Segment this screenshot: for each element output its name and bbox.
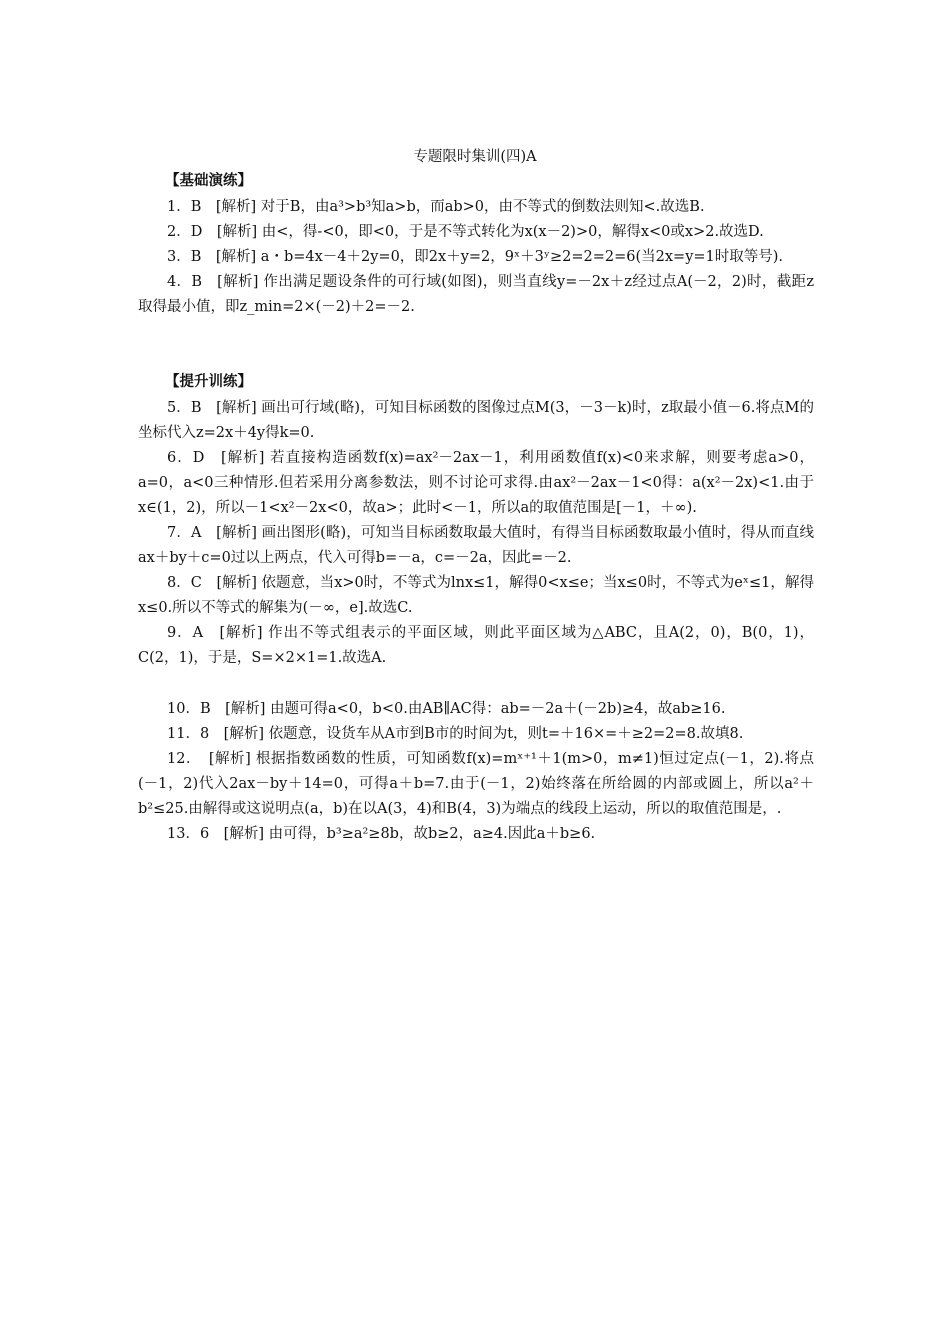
solution-item: 11．8 [解析] 依题意，设货车从A市到B市的时间为t，则t=＋16×=＋≥2=2=8.故填8. bbox=[167, 726, 744, 742]
solution-item: 2．D [解析] 由<，得-<0，即<0，于是不等式转化为x(x－2)>0，解得x<0或x>2.故选D. bbox=[167, 224, 764, 240]
section-heading-basic: 【基础演练】 bbox=[165, 172, 252, 189]
section-fill-body bbox=[138, 697, 814, 847]
document-title: 专题限时集训(四)A bbox=[413, 149, 537, 165]
section-advanced-body bbox=[138, 396, 814, 671]
solution-item: 9．A [解析] 作出不等式组表示的平面区域，则此平面区域为△ABC，且A(2，0)，B(0，1)，C(2，1)，于是，S=×2×1=1.故选A. bbox=[138, 625, 814, 666]
solution-item: 1．B [解析] 对于B，由a³>b³知a>b，而ab>0，由不等式的倒数法则知<.故选B. bbox=[167, 199, 705, 215]
solution-item: 12． [解析] 根据指数函数的性质，可知函数f(x)=mˣ⁺¹＋1(m>0，m≠1)恒过定点(－1，2).将点(－1，2)代入2ax－by＋14=0，可得a＋b=7.由于(－1，2)始终落在所给圆的内部或圆上，所以a²＋b²≤25.由解得或这说明点(a，b)在以A(3，4)和B(4，3)为端点的线段上运动，所以的取值范围是，. bbox=[138, 751, 814, 817]
solution-item: 4．B [解析] 作出满足题设条件的可行域(如图)，则当直线y=－2x＋z经过点A(－2，2)时，截距z取得最小值，即z_min=2×(－2)＋2=－2. bbox=[138, 274, 814, 315]
solution-item: 10．B [解析] 由题可得a<0，b<0.由AB∥AC得：ab=－2a＋(－2b)≥4，故ab≥16. bbox=[167, 701, 726, 717]
solution-item: 3．B [解析] a・b=4x－4＋2y=0，即2x＋y=2，9ˣ＋3ʸ≥2=2=2=6(当2x=y=1时取等号). bbox=[167, 249, 784, 265]
section-basic-body bbox=[138, 195, 814, 320]
solution-item: 8．C [解析] 依题意，当x>0时，不等式为lnx≤1，解得0<x≤e；当x≤0时，不等式为eˣ≤1，解得x≤0.所以不等式的解集为(－∞，e].故选C. bbox=[138, 575, 814, 616]
section-heading-advanced: 【提升训练】 bbox=[165, 373, 252, 390]
solution-item: 6．D [解析] 若直接构造函数f(x)=ax²－2ax－1，利用函数值f(x)<0来求解，则要考虑a>0，a=0，a<0三种情形.但若采用分离参数法，则不讨论可求得.由ax²－2ax－1<0得：a(x²－2x)<1.由于x∈(1，2)，所以－1<x²－2x<0，故a>；此时<－1，所以a的取值范围是[－1，＋∞). bbox=[138, 450, 814, 516]
solution-item: 7．A [解析] 画出图形(略)，可知当目标函数取最大值时，有得当目标函数取最小值时，得从而直线ax＋by＋c=0过以上两点，代入可得b=－a，c=－2a，因此=－2. bbox=[138, 525, 814, 566]
solution-item: 5．B [解析] 画出可行域(略)，可知目标函数的图像过点M(3，－3－k)时，z取最小值－6.将点M的坐标代入z=2x＋4y得k=0. bbox=[138, 400, 814, 441]
solution-item: 13．6 [解析] 由可得，b³≥a²≥8b，故b≥2，a≥4.因此a＋b≥6. bbox=[167, 826, 596, 842]
